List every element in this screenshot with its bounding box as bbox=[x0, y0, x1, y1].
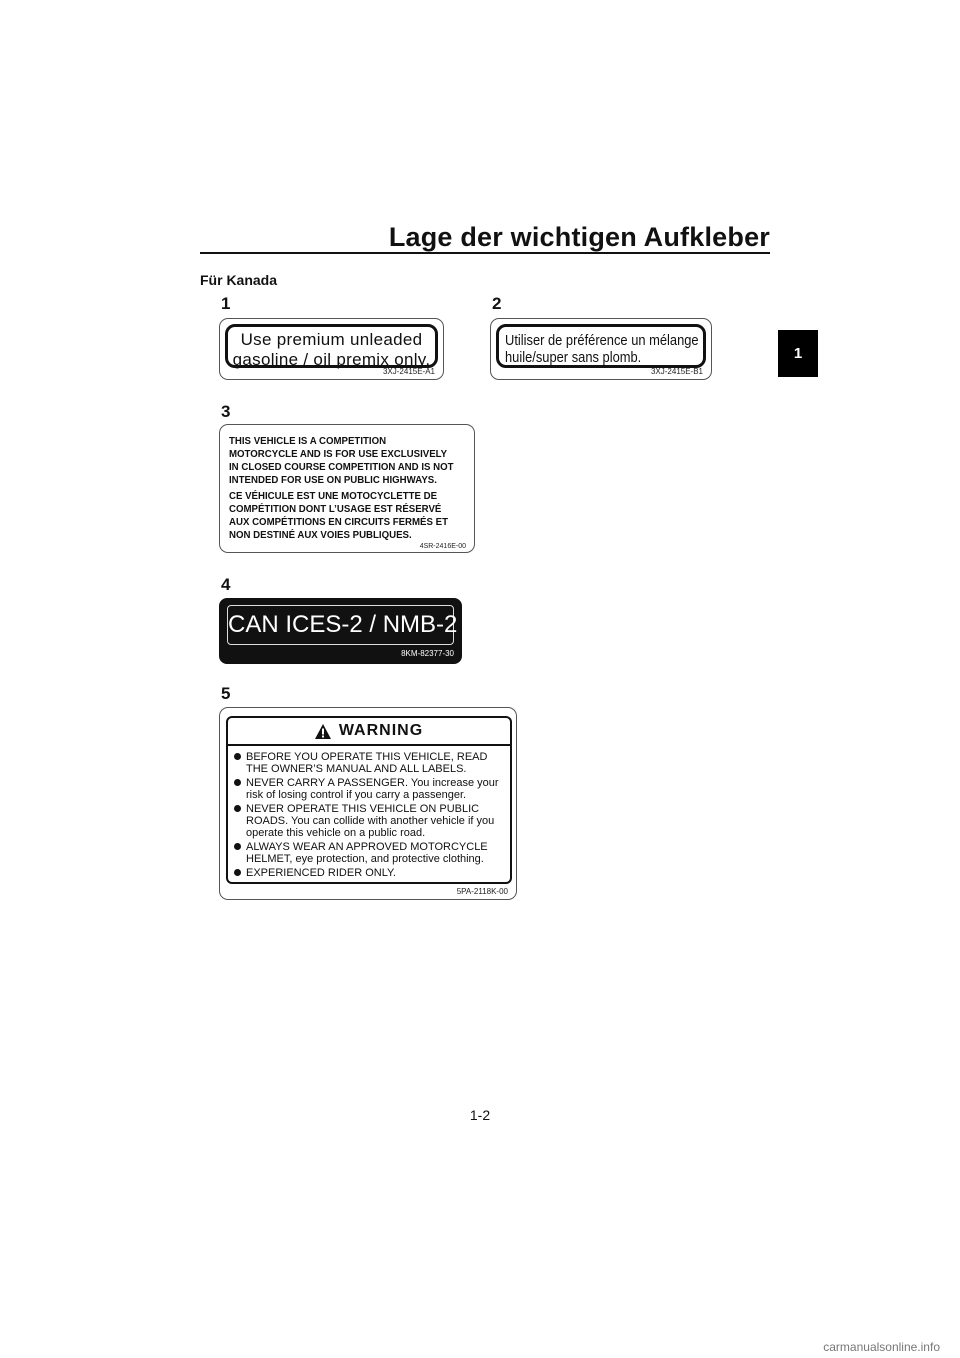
label-2 bbox=[490, 318, 712, 380]
watermark[interactable]: carmanualsonline.info bbox=[823, 1340, 940, 1354]
label-4-number: 4 bbox=[221, 575, 231, 594]
page-title: Lage der wichtigen Aufkleber bbox=[388, 222, 770, 252]
label-2-code: 3XJ-2415E-B1 bbox=[650, 367, 703, 376]
warning-item bbox=[234, 867, 508, 879]
warning-item-text: BEFORE YOU OPERATE THIS VEHICLE, READ THE OWNER’S MANUAL AND ALL LABELS. bbox=[246, 751, 488, 775]
title-rule bbox=[200, 252, 770, 254]
label-3-line: AUX COMPÉTITIONS EN CIRCUITS FERMÉS ET bbox=[229, 516, 448, 528]
label-5-number: 5 bbox=[221, 684, 231, 703]
bullet-icon bbox=[234, 869, 241, 876]
warning-item bbox=[234, 751, 508, 775]
warning-title: WARNING bbox=[338, 722, 424, 739]
label-3 bbox=[219, 424, 475, 553]
label-3-number: 3 bbox=[221, 402, 231, 421]
label-5 bbox=[219, 707, 517, 900]
warning-item-text: NEVER OPERATE THIS VEHICLE ON PUBLIC ROADS. You can collide with another vehicle if you operate this vehicle on a public road. bbox=[246, 803, 495, 839]
warning-item bbox=[234, 803, 508, 839]
label-2-text bbox=[505, 332, 699, 366]
label-1 bbox=[219, 318, 444, 380]
label-3-line: MOTORCYCLE AND IS FOR USE EXCLUSIVELY bbox=[229, 448, 448, 460]
warning-item bbox=[234, 841, 508, 865]
label-1-number: 1 bbox=[221, 294, 231, 313]
label-2-line: Utiliser de préférence un mélange bbox=[505, 332, 699, 349]
warning-rule bbox=[228, 744, 510, 746]
warning-triangle-icon bbox=[315, 724, 331, 739]
warning-item-text: ALWAYS WEAR AN APPROVED MOTORCYCLE HELMET, eye protection, and protective clothing. bbox=[246, 841, 488, 865]
label-4-code: 8KM-82377-30 bbox=[401, 649, 454, 658]
warning-header bbox=[228, 718, 510, 744]
label-3-line: THIS VEHICLE IS A COMPETITION bbox=[229, 435, 387, 447]
warning-item-text: EXPERIENCED RIDER ONLY. bbox=[246, 867, 396, 879]
label-4 bbox=[219, 598, 462, 664]
label-3-code: 4SR-2416E-00 bbox=[419, 543, 466, 550]
label-3-text-fr bbox=[229, 490, 467, 542]
label-4-text: CAN ICES-2 / NMB-2 bbox=[227, 605, 454, 645]
warning-item-text: NEVER CARRY A PASSENGER. You increase your risk of losing control if you carry a passenger. bbox=[246, 777, 499, 801]
label-1-line: gasoline / oil premix only. bbox=[232, 350, 431, 369]
page-number: 1-2 bbox=[469, 1107, 491, 1123]
label-5-code: 5PA-2118K-00 bbox=[456, 887, 508, 896]
chapter-tab: 1 bbox=[778, 330, 818, 377]
label-1-text bbox=[228, 330, 435, 370]
bullet-icon bbox=[234, 753, 241, 760]
bullet-icon bbox=[234, 805, 241, 812]
bullet-icon bbox=[234, 779, 241, 786]
label-3-line: COMPÉTITION DONT L’USAGE EST RÉSERVÉ bbox=[229, 503, 442, 515]
warning-item bbox=[234, 777, 508, 801]
warning-list bbox=[234, 751, 508, 881]
label-3-text-en bbox=[229, 435, 473, 487]
label-1-line: Use premium unleaded bbox=[240, 330, 423, 349]
section-heading: Für Kanada bbox=[200, 272, 278, 288]
label-3-line: NON DESTINÉ AUX VOIES PUBLIQUES. bbox=[229, 529, 412, 541]
label-1-code: 3XJ-2415E-A1 bbox=[382, 367, 435, 376]
label-2-line: huile/super sans plomb. bbox=[505, 349, 642, 366]
label-2-frame bbox=[496, 324, 706, 368]
label-1-frame bbox=[225, 324, 438, 368]
label-3-line: INTENDED FOR USE ON PUBLIC HIGHWAYS. bbox=[229, 474, 437, 486]
bullet-icon bbox=[234, 843, 241, 850]
label-3-line: IN CLOSED COURSE COMPETITION AND IS NOT bbox=[229, 461, 454, 473]
label-2-number: 2 bbox=[492, 294, 502, 313]
label-3-line: CE VÉHICULE EST UNE MOTOCYCLETTE DE bbox=[229, 490, 438, 502]
label-5-frame bbox=[226, 716, 512, 884]
